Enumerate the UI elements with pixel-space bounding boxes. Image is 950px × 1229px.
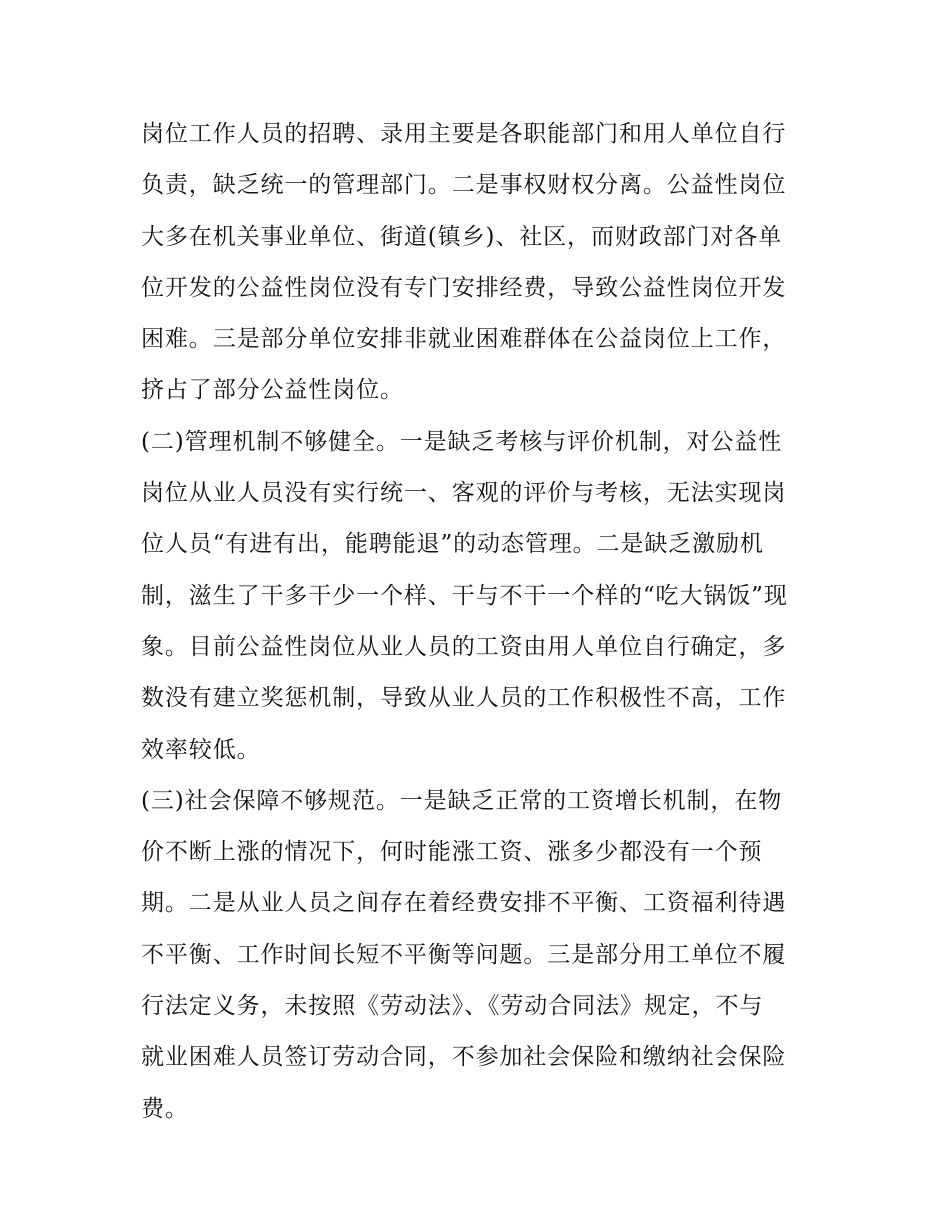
- text-line-6: 挤占了部分公益性岗位。: [141, 377, 404, 404]
- text-line-4: 位开发的公益性岗位没有专门安排经费，导致公益性岗位开发: [141, 274, 787, 301]
- text-line-13: 效率较低。: [141, 736, 261, 763]
- text-line-17: 不平衡、工作时间长短不平衡等问题。三是部分用工单位不履: [141, 941, 787, 968]
- text-line-15: 价不断上涨的情况下，何时能涨工资、涨多少都没有一个预: [141, 839, 763, 866]
- text-line-1: 岗位工作人员的招聘、录用主要是各职能部门和用人单位自行: [141, 121, 787, 147]
- text-line-2: 负责，缺乏统一的管理部门。二是事权财权分离。公益性岗位: [141, 172, 787, 199]
- text-line-19: 就业困难人员签订劳动合同，不参加社会保险和缴纳社会保险: [141, 1044, 787, 1071]
- text-line-11: 象。目前公益性岗位从业人员的工资由用人单位自行确定，多: [141, 633, 787, 660]
- text-line-8: 岗位从业人员没有实行统一、客观的评价与考核，无法实现岗: [141, 480, 787, 507]
- text-line-16: 期。二是从业人员之间存在着经费安排不平衡、工资福利待遇: [141, 890, 787, 917]
- section-heading-2-line: (二)管理机制不够健全。一是缺乏考核与评价机制，对公益性: [141, 428, 783, 455]
- text-line-10: 制，滋生了干多干少一个样、干与不干一个样的“吃大锅饭”现: [141, 582, 788, 609]
- text-line-5: 困难。三是部分单位安排非就业困难群体在公益岗位上工作，: [141, 326, 787, 353]
- text-line-18: 行法定义务，未按照《劳动法》、《劳动合同法》规定，不与: [141, 993, 764, 1020]
- text-line-9: 位人员“有进有出，能聘能退”的动态管理。二是缺乏激励机: [141, 531, 764, 558]
- text-line-3: 大多在机关事业单位、街道(镇乡)、社区，而财政部门对各单: [141, 223, 783, 250]
- text-line-20: 费。: [141, 1095, 189, 1122]
- body-text: [141, 109, 821, 1135]
- section-heading-3-line: (三)社会保障不够规范。一是缺乏正常的工资增长机制，在物: [141, 787, 783, 814]
- text-line-12: 数没有建立奖惩机制，导致从业人员的工作积极性不高，工作: [141, 685, 787, 712]
